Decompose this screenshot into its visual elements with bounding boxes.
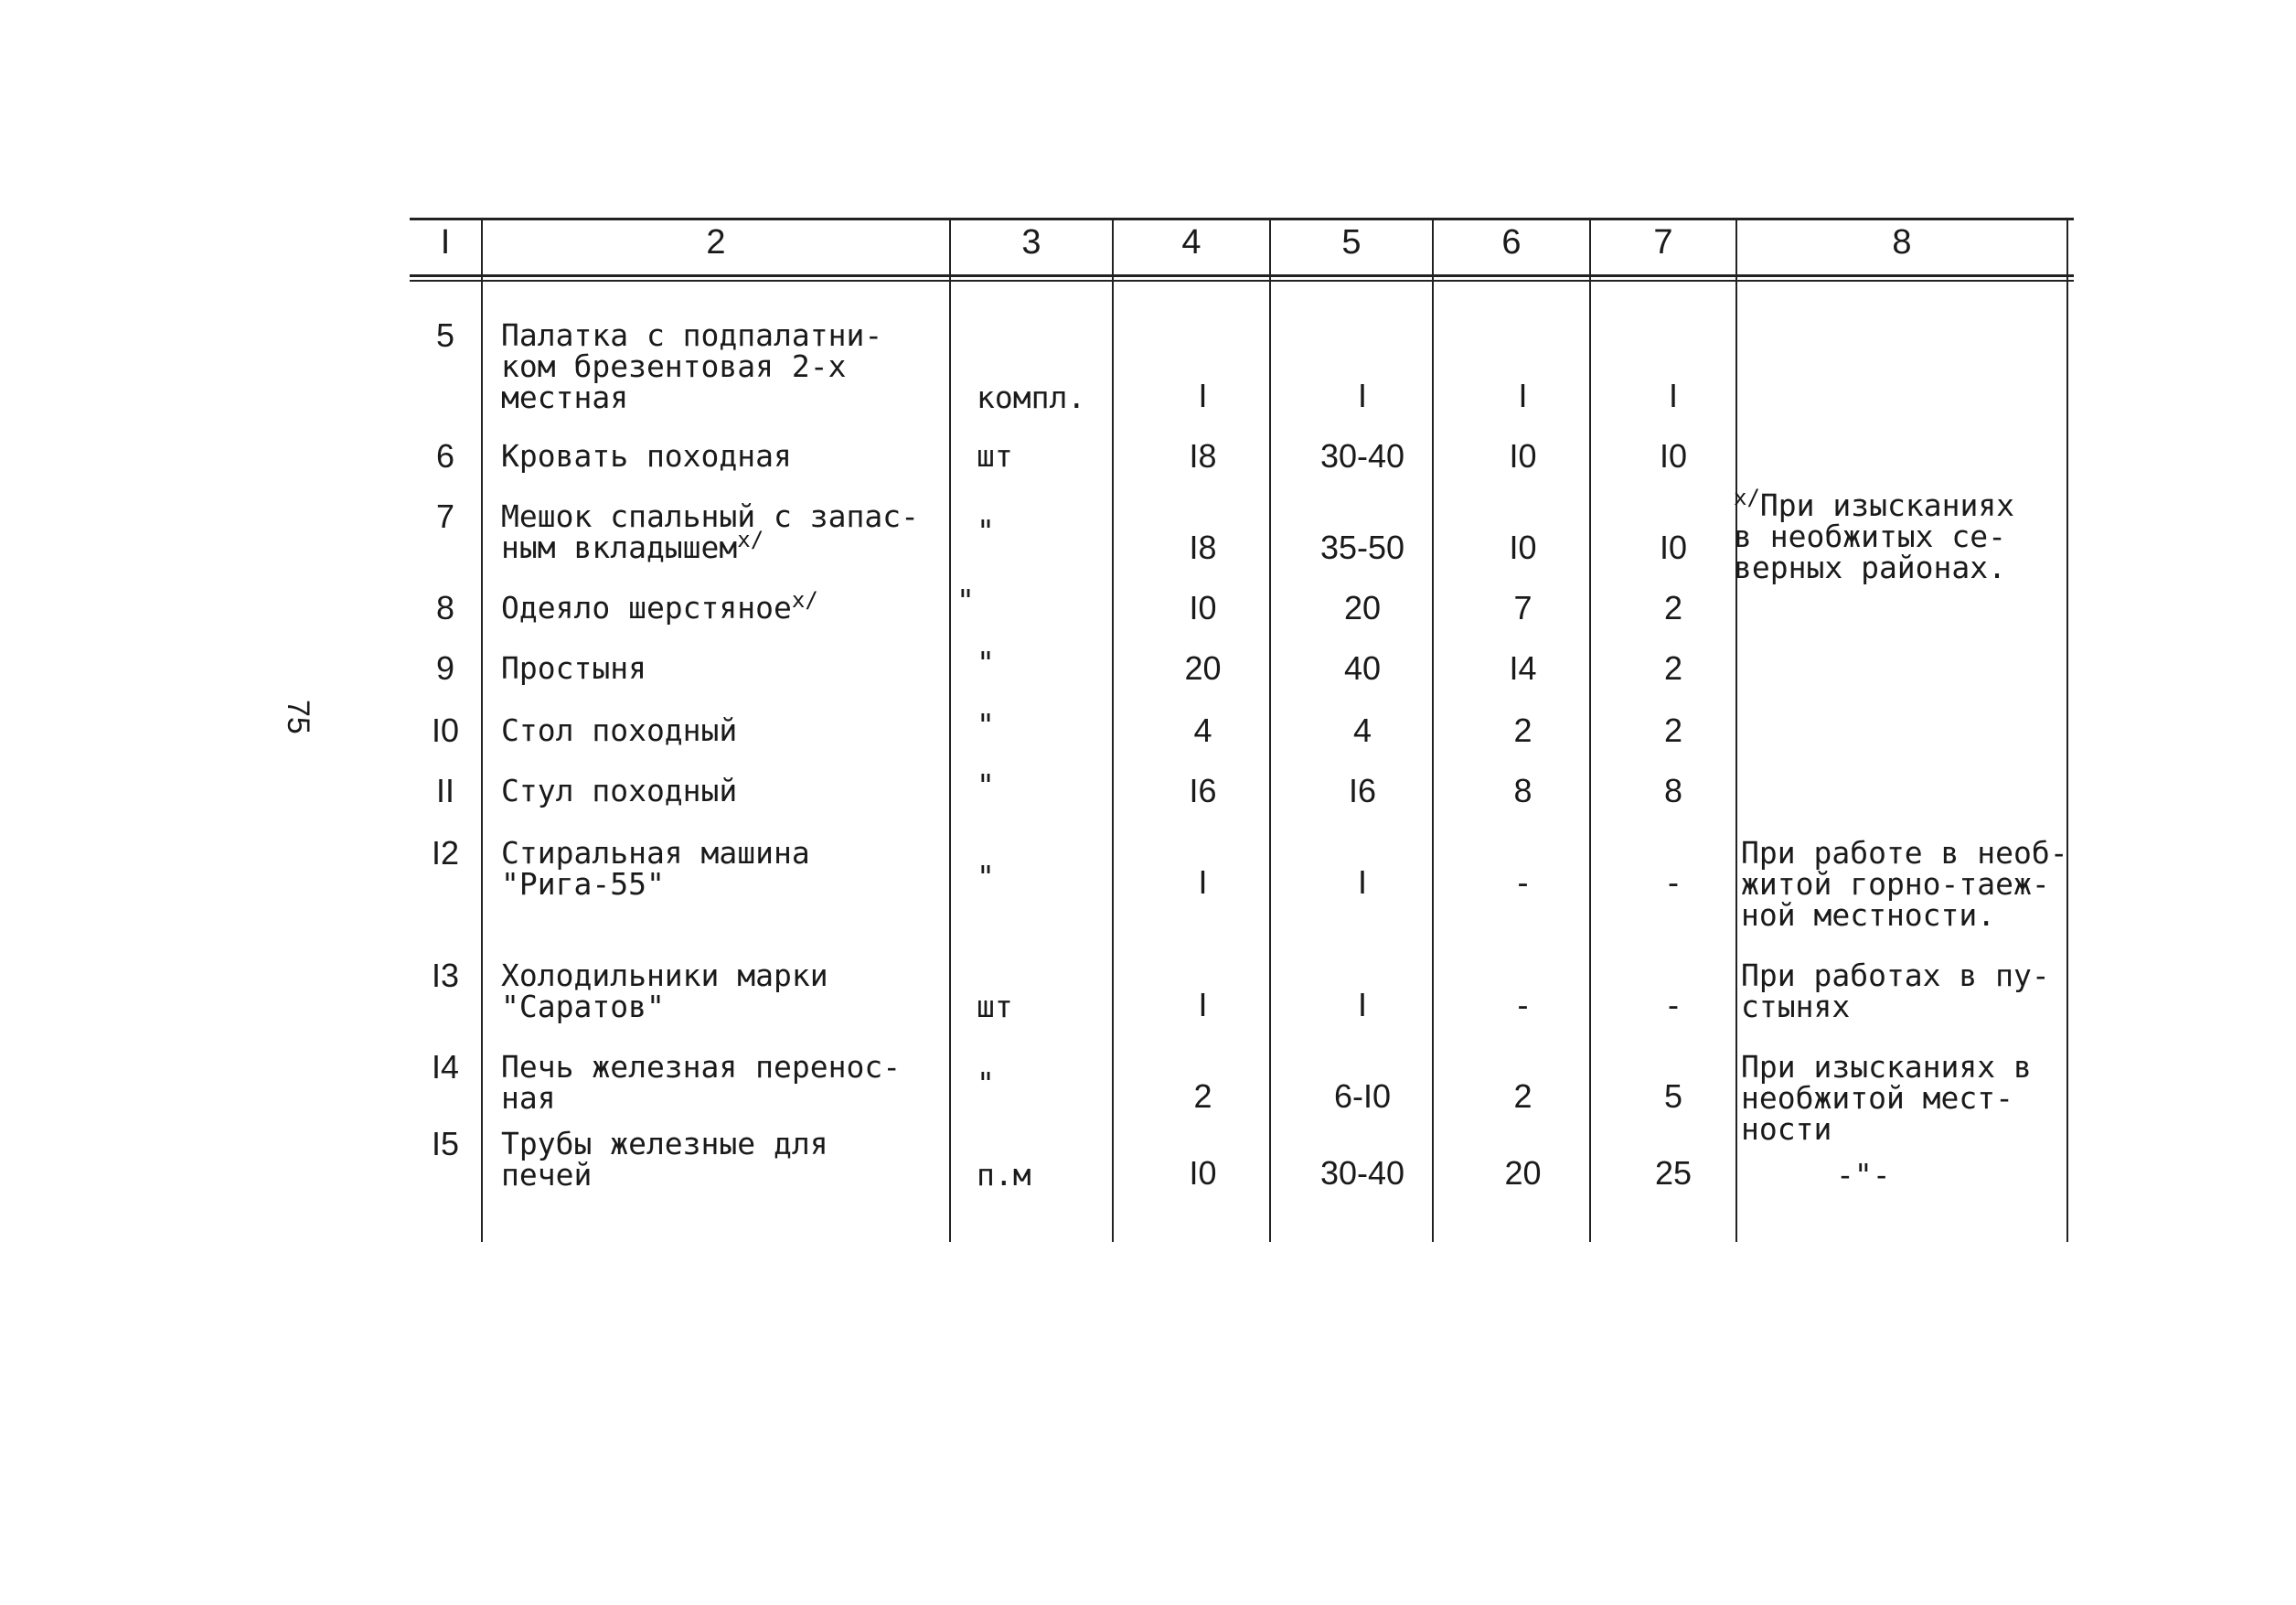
row-number: I0 [431, 712, 460, 749]
value-col-4: I0 [1189, 589, 1217, 626]
footnote-mark: x/ [791, 587, 818, 613]
item-name: Кровать походная [501, 438, 792, 474]
header-col-8: 8 [1892, 223, 1912, 262]
value-col-4: I [1198, 863, 1208, 901]
value-col-7: 2 [1663, 712, 1683, 749]
column-divider [949, 218, 951, 1242]
value-col-4: 4 [1193, 712, 1212, 749]
value-col-7: 2 [1663, 589, 1683, 626]
value-col-6: 20 [1504, 1154, 1542, 1192]
header-col-5: 5 [1341, 223, 1362, 262]
item-unit: " [977, 707, 995, 743]
header-col-1: I [440, 223, 451, 262]
value-col-5: 30-40 [1319, 437, 1405, 475]
value-col-6: I [1518, 377, 1528, 414]
item-name-text: Одеяло шерстяное [501, 590, 792, 626]
item-name: Печь железная перенос- ная [501, 1049, 902, 1116]
value-col-6: - [1517, 863, 1529, 901]
value-col-7: - [1668, 986, 1679, 1023]
item-unit: компл. [977, 380, 1086, 415]
value-col-4: I6 [1189, 772, 1217, 809]
value-col-5: I [1357, 986, 1367, 1023]
value-col-7: 25 [1654, 1154, 1693, 1192]
value-col-6: 8 [1513, 772, 1532, 809]
item-note: При работе в необ- житой горно-таеж- ной местности. [1741, 835, 2068, 933]
header-col-6: 6 [1501, 223, 1522, 262]
value-col-7: 5 [1663, 1077, 1683, 1115]
item-name: Палатка с подпалатни- ком брезентовая 2-х местная [501, 317, 883, 415]
value-col-6: - [1517, 986, 1529, 1023]
page-number: 75 [281, 700, 315, 734]
header-col-7: 7 [1653, 223, 1673, 262]
item-name [501, 587, 940, 626]
item-name [501, 498, 940, 565]
value-col-5: 35-50 [1319, 529, 1405, 566]
item-note: При работах в пу- стынях [1741, 958, 2050, 1024]
value-col-5: 30-40 [1319, 1154, 1405, 1192]
value-col-7: 8 [1663, 772, 1683, 809]
value-col-4: 2 [1193, 1077, 1212, 1115]
value-col-4: I8 [1189, 529, 1217, 566]
item-unit: " [977, 767, 995, 803]
value-col-4: I0 [1189, 1154, 1217, 1192]
value-col-7: - [1668, 863, 1679, 901]
value-col-5: 20 [1343, 589, 1382, 626]
row-number: 9 [435, 649, 455, 687]
row-number: 5 [435, 316, 455, 354]
value-col-6: I0 [1509, 437, 1537, 475]
value-col-7: I [1668, 377, 1678, 414]
value-col-5: I [1357, 863, 1367, 901]
item-note: При изысканиях в необжитой мест- ности [1741, 1049, 2032, 1147]
header-bottom-rule-2 [410, 280, 2074, 282]
header-col-4: 4 [1181, 223, 1201, 262]
value-col-4: I [1198, 986, 1208, 1023]
value-col-5: 40 [1343, 649, 1382, 687]
row-number: 7 [435, 498, 455, 535]
item-unit: п.м [977, 1157, 1031, 1193]
item-unit: шт [977, 989, 1013, 1024]
row-number: I2 [431, 834, 460, 872]
value-col-4: 20 [1184, 649, 1222, 687]
header-bottom-rule [410, 274, 2074, 277]
row-number: 8 [435, 589, 455, 626]
item-name: Стол походный [501, 712, 738, 748]
value-col-5: 6-I0 [1333, 1077, 1392, 1115]
value-col-4: I [1198, 377, 1208, 414]
footnote-mark: x/ [1734, 485, 1760, 510]
item-unit: " [977, 513, 995, 549]
item-unit: шт [977, 438, 1013, 474]
row-number: I3 [431, 957, 460, 994]
header-col-2: 2 [706, 223, 726, 262]
value-col-7: 2 [1663, 649, 1683, 687]
item-note-text: При изысканиях в необжитых се- верных районах. [1734, 487, 2015, 585]
footnote-mark: x/ [737, 527, 764, 552]
item-unit: " [956, 583, 975, 618]
item-note: -"- [1836, 1157, 1891, 1193]
header-col-3: 3 [1021, 223, 1041, 262]
row-number: II [435, 772, 454, 809]
row-number: 6 [435, 437, 455, 475]
value-col-5: I [1357, 377, 1367, 414]
value-col-6: I0 [1509, 529, 1537, 566]
equipment-table [410, 209, 2074, 1242]
value-col-6: I4 [1509, 649, 1537, 687]
item-name: Простыня [501, 650, 646, 686]
item-note [1734, 485, 2063, 585]
item-unit: " [977, 859, 995, 894]
value-col-6: 2 [1513, 1077, 1532, 1115]
row-number: I4 [431, 1048, 460, 1086]
item-name-text: Мешок спальный с запас- ным вкладышем [501, 498, 919, 565]
row-number: I5 [431, 1125, 460, 1162]
value-col-6: 7 [1513, 589, 1532, 626]
item-name: Стул походный [501, 773, 738, 808]
value-col-7: I0 [1659, 529, 1688, 566]
item-unit: " [977, 645, 995, 680]
table-top-rule [410, 218, 2074, 220]
item-name: Трубы железные для печей [501, 1126, 828, 1193]
value-col-5: 4 [1352, 712, 1372, 749]
value-col-7: I0 [1659, 437, 1688, 475]
item-name: Холодильники марки "Саратов" [501, 958, 828, 1024]
value-col-5: I6 [1348, 772, 1377, 809]
column-divider [481, 218, 483, 1242]
item-unit: " [977, 1065, 995, 1101]
value-col-4: I8 [1189, 437, 1217, 475]
value-col-6: 2 [1513, 712, 1532, 749]
item-name: Стиральная машина "Рига-55" [501, 835, 810, 902]
